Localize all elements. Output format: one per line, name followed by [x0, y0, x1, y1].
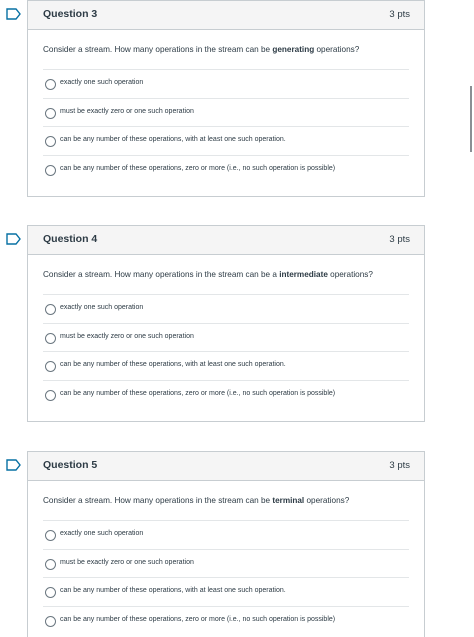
question-prompt: Consider a stream. How many operations in the stream can be generating operations?: [43, 45, 360, 54]
radio-button-icon[interactable]: [45, 361, 56, 372]
answer-option[interactable]: [43, 323, 409, 352]
answer-option[interactable]: [43, 126, 409, 155]
answer-option[interactable]: [43, 294, 409, 323]
answer-label[interactable]: must be exactly zero or one such operation: [60, 558, 194, 566]
radio-button-icon[interactable]: [45, 108, 56, 119]
question-header: [28, 452, 424, 481]
answer-label[interactable]: exactly one such operation: [60, 530, 144, 537]
answer-label[interactable]: can be any number of these operations, with at least one such operation.: [60, 587, 286, 594]
answer-list: [43, 294, 409, 408]
answer-label[interactable]: can be any number of these operations, zero or more (i.e., no such operation is possible): [60, 164, 336, 172]
question-title: Question 5: [43, 459, 98, 471]
answer-label[interactable]: must be exactly zero or one such operation: [60, 107, 194, 115]
scrollbar-thumb[interactable]: [470, 86, 472, 152]
bookmark-flag-icon[interactable]: [6, 233, 22, 245]
answer-label[interactable]: exactly one such operation: [60, 79, 144, 86]
answer-option[interactable]: [43, 606, 409, 635]
question-card: [27, 0, 425, 197]
question-header: [28, 1, 424, 30]
answer-option[interactable]: [43, 577, 409, 606]
radio-button-icon[interactable]: [45, 136, 56, 147]
answer-option[interactable]: [43, 380, 409, 409]
bookmark-flag-icon[interactable]: [6, 459, 22, 471]
radio-button-icon[interactable]: [45, 333, 56, 344]
radio-button-icon[interactable]: [45, 79, 56, 90]
question-card: [27, 451, 425, 637]
radio-button-icon[interactable]: [45, 165, 56, 176]
radio-button-icon[interactable]: [45, 530, 56, 541]
answer-option[interactable]: [43, 69, 409, 98]
radio-button-icon[interactable]: [45, 616, 56, 627]
answer-option[interactable]: [43, 155, 409, 184]
question-title: Question 3: [43, 8, 98, 20]
radio-button-icon[interactable]: [45, 559, 56, 570]
question-points: 3 pts: [389, 9, 410, 20]
question-header: [28, 226, 424, 255]
answer-option[interactable]: [43, 98, 409, 127]
radio-button-icon[interactable]: [45, 304, 56, 315]
answer-label[interactable]: must be exactly zero or one such operation: [60, 332, 194, 340]
radio-button-icon[interactable]: [45, 587, 56, 598]
radio-button-icon[interactable]: [45, 390, 56, 401]
answer-list: [43, 69, 409, 183]
question-title: Question 4: [43, 233, 98, 245]
answer-label[interactable]: exactly one such operation: [60, 304, 144, 311]
question-prompt: Consider a stream. How many operations in the stream can be terminal operations?: [43, 496, 350, 505]
answer-option[interactable]: [43, 351, 409, 380]
question-prompt: Consider a stream. How many operations in the stream can be a intermediate operations?: [43, 270, 373, 279]
bookmark-flag-icon[interactable]: [6, 8, 22, 20]
question-points: 3 pts: [389, 460, 410, 471]
question-points: 3 pts: [389, 234, 410, 245]
question-card: [27, 225, 425, 422]
answer-option[interactable]: [43, 549, 409, 578]
answer-label[interactable]: can be any number of these operations, with at least one such operation.: [60, 136, 286, 143]
answer-label[interactable]: can be any number of these operations, zero or more (i.e., no such operation is possible): [60, 389, 336, 397]
answer-option[interactable]: [43, 520, 409, 549]
answer-label[interactable]: can be any number of these operations, zero or more (i.e., no such operation is possible): [60, 615, 336, 623]
answer-label[interactable]: can be any number of these operations, with at least one such operation.: [60, 361, 286, 368]
answer-list: [43, 520, 409, 634]
